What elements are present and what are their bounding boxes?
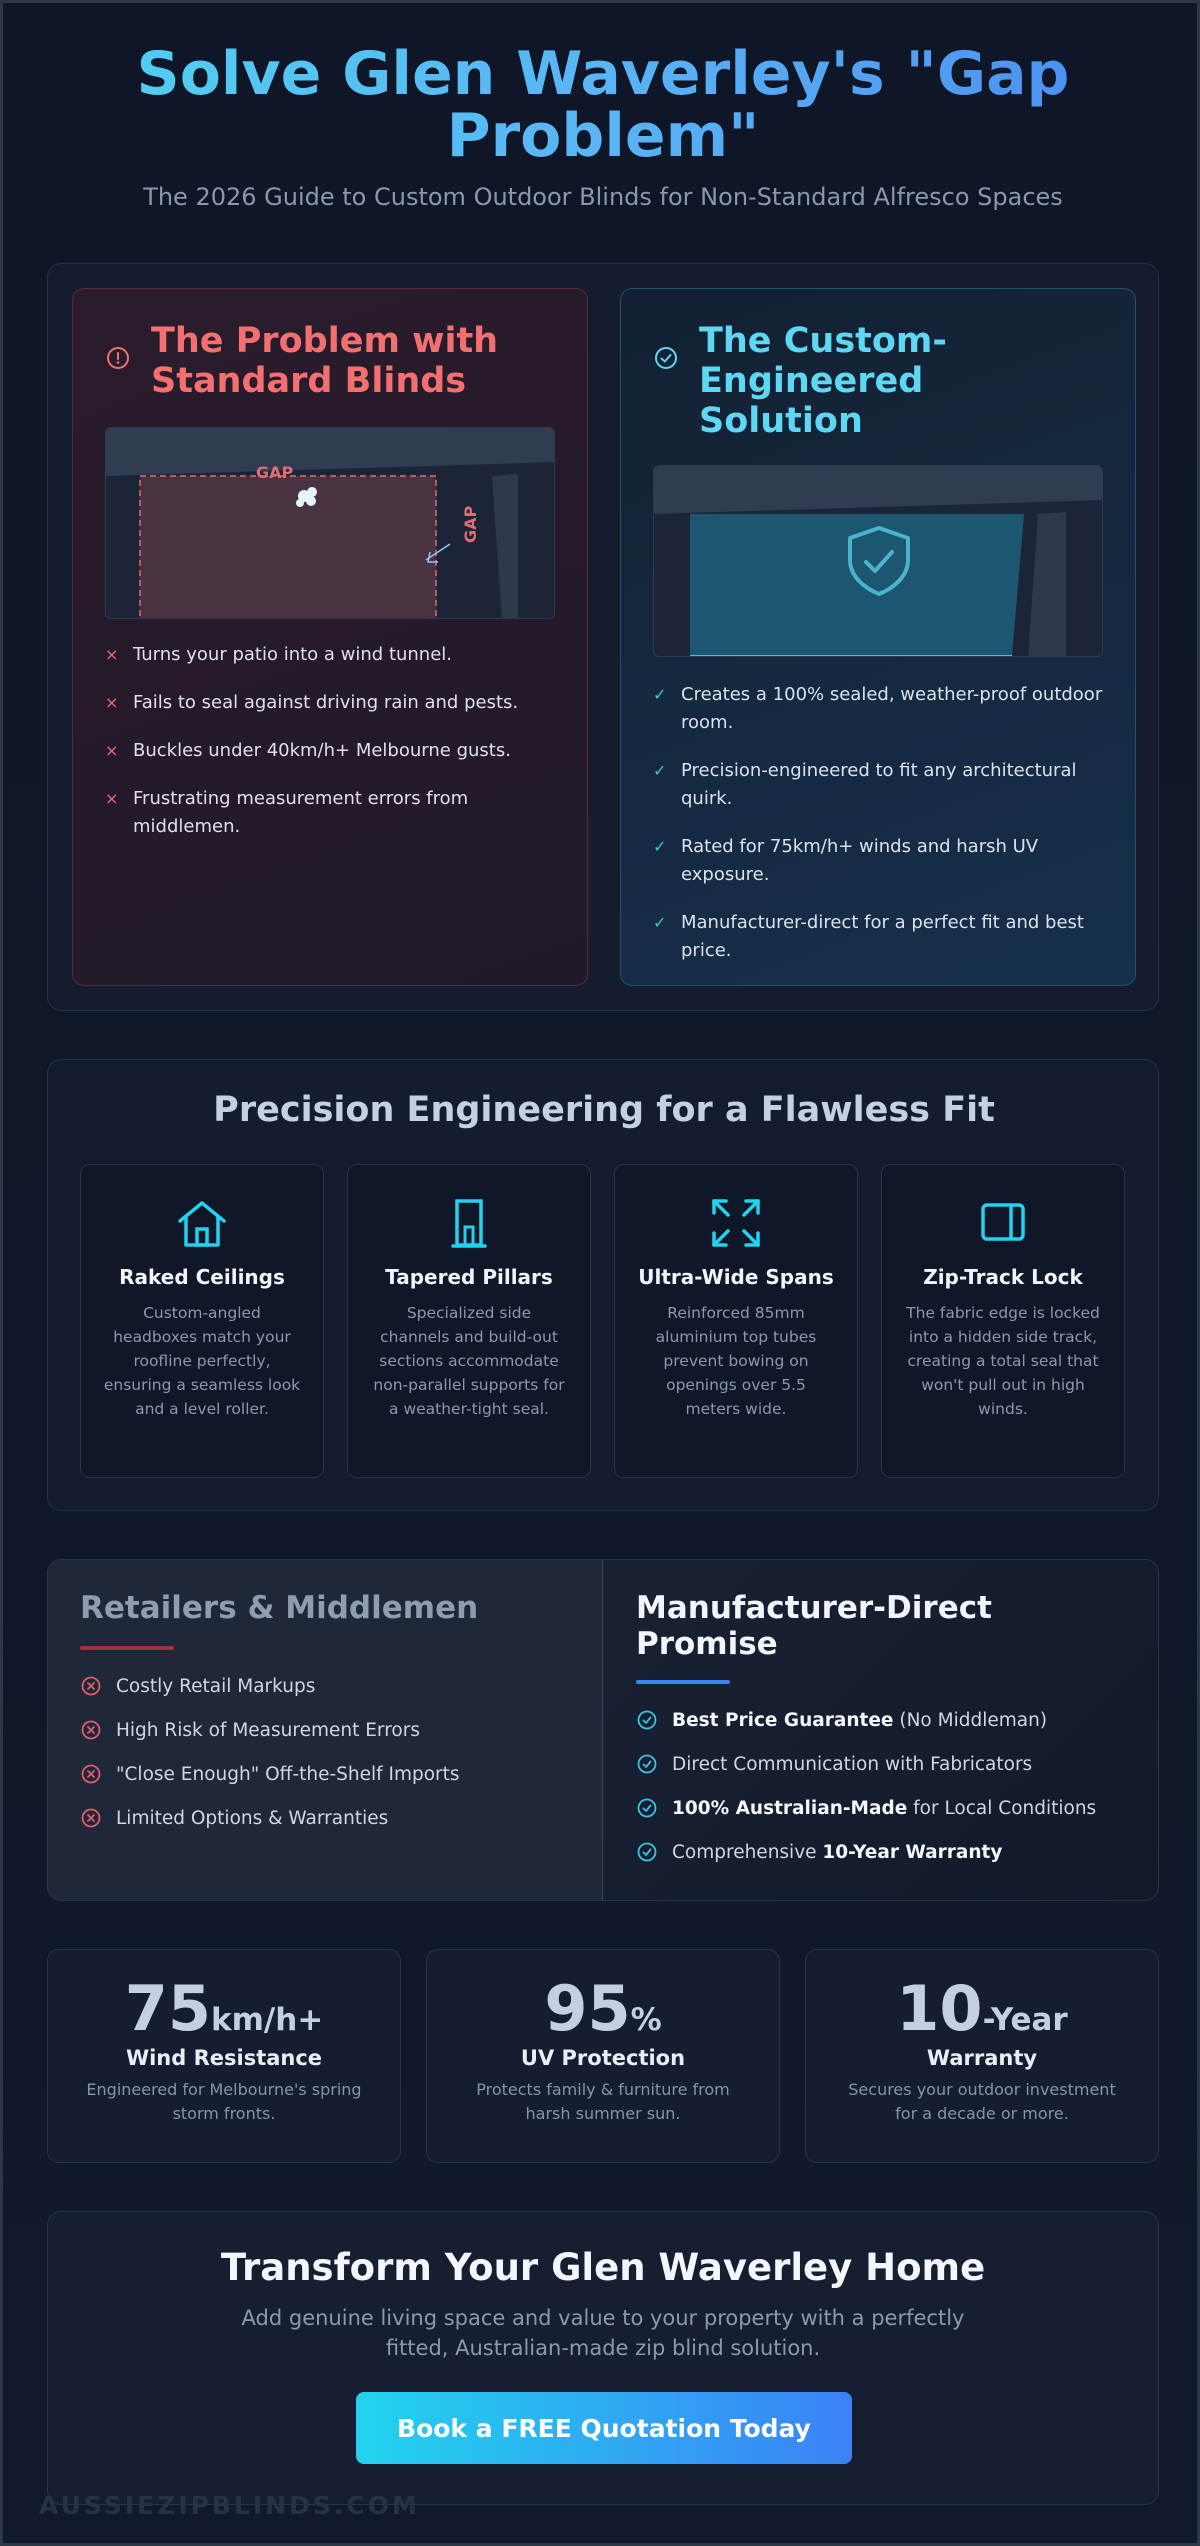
stat-label: Wind Resistance (125, 2046, 323, 2070)
list-item: × Turns your patio into a wind tunnel. (105, 641, 565, 669)
list-item: High Risk of Measurement Errors (80, 1716, 460, 1744)
solution-title: The Custom-Engineered Solution (699, 321, 947, 441)
direct-column (604, 1560, 1159, 1901)
feature-title: Zip-Track Lock (923, 1265, 1083, 1289)
stat-text: Secures your outdoor investment for a decade or more. (848, 2080, 1116, 2123)
list-item: ✓ Manufacturer-direct for a perfect fit and best price. (653, 909, 1113, 965)
page-subtitle: The 2026 Guide to Custom Outdoor Blinds for Non-Standard Alfresco Spaces (143, 183, 1063, 211)
list-item: ✓ Precision-engineered to fit any architectural quirk. (653, 757, 1113, 813)
list-item: 100% Australian-Made for Local Conditions (636, 1794, 1096, 1822)
book-quotation-button[interactable]: Book a FREE Quotation Today (356, 2392, 852, 2464)
x-icon: × (105, 645, 119, 664)
check-icon: ✓ (653, 685, 667, 704)
check-circle-icon (653, 345, 679, 371)
retailers-column (48, 1560, 603, 1901)
list-item: × Buckles under 40km/h+ Melbourne gusts. (105, 737, 565, 765)
divider (636, 1680, 730, 1684)
x-icon: × (105, 741, 119, 760)
stat-unit: % (630, 2002, 662, 2038)
feature-title: Tapered Pillars (385, 1265, 553, 1289)
list-item: Comprehensive 10-Year Warranty (636, 1838, 1096, 1866)
footer-brand: AUSSIEZIPBLINDS.COM (39, 2491, 420, 2520)
problem-title: The Problem with Standard Blinds (151, 321, 499, 401)
check-circle-icon (636, 1797, 658, 1819)
stat-card-warranty (805, 1949, 1159, 2163)
page-title: Solve Glen Waverley's "Gap Problem" (63, 43, 1143, 167)
retailers-list (80, 1672, 460, 1848)
feature-text: The fabric edge is locked into a hidden side track, creating a total seal that won't pull out in high winds. (906, 1304, 1100, 1418)
comparison-section (47, 1559, 1159, 1901)
engineering-section (47, 1059, 1159, 1511)
feature-text: Specialized side channels and build-out sections accommodate non-parallel supports for a weather-tight seal. (373, 1304, 565, 1418)
feature-text: Reinforced 85mm aluminium top tubes prevent bowing on openings over 5.5 meters wide. (655, 1304, 817, 1418)
feature-text: Custom-angled headboxes match your roofline perfectly, ensuring a seamless look and a level roller. (103, 1304, 301, 1418)
stat-value: 95 (544, 1972, 631, 2045)
check-circle-icon (636, 1709, 658, 1731)
expand-icon (708, 1195, 764, 1251)
list-item: × Fails to seal against driving rain and pests. (105, 689, 565, 717)
gap-illustration (105, 427, 555, 619)
solution-card (620, 288, 1136, 986)
stat-value: 75 (124, 1972, 211, 2045)
list-item: × Frustrating measurement errors from middlemen. (105, 785, 565, 841)
cta-title: Transform Your Glen Waverley Home (220, 2246, 986, 2289)
x-circle-icon (80, 1675, 102, 1697)
stat-card-wind (47, 1949, 401, 2163)
feature-card-ultra-wide-spans (614, 1164, 858, 1478)
list-item: Costly Retail Markups (80, 1672, 460, 1700)
problem-card (72, 288, 588, 986)
engineering-title: Precision Engineering for a Flawless Fit (213, 1090, 995, 1130)
pillar-icon (441, 1195, 497, 1251)
feature-title: Raked Ceilings (119, 1265, 285, 1289)
gap-label-top: GAP (256, 463, 294, 482)
x-circle-icon (80, 1763, 102, 1785)
direct-title: Manufacturer-Direct Promise (636, 1590, 992, 1662)
check-circle-icon (636, 1841, 658, 1863)
gap-label-side: GAP (461, 505, 480, 543)
zip-track-icon (975, 1195, 1031, 1251)
sealed-illustration (653, 465, 1103, 657)
stat-unit: km/h+ (210, 2002, 324, 2038)
list-item: ✓ Creates a 100% sealed, weather-proof outdoor room. (653, 681, 1113, 737)
cta-text: Add genuine living space and value to your property with a perfectly fitted, Australian-made zip blind solution. (241, 2306, 965, 2360)
feature-title: Ultra-Wide Spans (638, 1265, 834, 1289)
divider (80, 1646, 174, 1650)
x-circle-icon (80, 1719, 102, 1741)
stat-label: Warranty (926, 2046, 1038, 2070)
list-item: "Close Enough" Off-the-Shelf Imports (80, 1760, 460, 1788)
list-item: Best Price Guarantee (No Middleman) (636, 1706, 1096, 1734)
stat-value: 10 (896, 1972, 983, 2045)
retailers-title: Retailers & Middlemen (80, 1590, 479, 1626)
direct-list (636, 1706, 1096, 1882)
stat-unit: -Year (982, 2002, 1068, 2038)
x-icon: × (105, 693, 119, 712)
house-icon (174, 1195, 230, 1251)
cta-section (47, 2211, 1159, 2505)
feature-card-tapered-pillars (347, 1164, 591, 1478)
alert-icon (105, 345, 131, 371)
check-circle-icon (636, 1753, 658, 1775)
check-icon: ✓ (653, 761, 667, 780)
check-icon: ✓ (653, 913, 667, 932)
problem-list (105, 641, 565, 861)
stat-card-uv (426, 1949, 780, 2163)
problem-solution-section (47, 263, 1159, 1011)
feature-card-raked-ceilings (80, 1164, 324, 1478)
list-item: ✓ Rated for 75km/h+ winds and harsh UV exposure. (653, 833, 1113, 889)
x-icon: × (105, 789, 119, 808)
list-item: Direct Communication with Fabricators (636, 1750, 1096, 1778)
x-circle-icon (80, 1807, 102, 1829)
stat-text: Engineered for Melbourne's spring storm fronts. (86, 2080, 362, 2123)
feature-card-zip-track-lock (881, 1164, 1125, 1478)
solution-list (653, 681, 1113, 985)
check-icon: ✓ (653, 837, 667, 856)
list-item: Limited Options & Warranties (80, 1804, 460, 1832)
stat-text: Protects family & furniture from harsh summer sun. (476, 2080, 730, 2123)
stat-label: UV Protection (520, 2046, 686, 2070)
